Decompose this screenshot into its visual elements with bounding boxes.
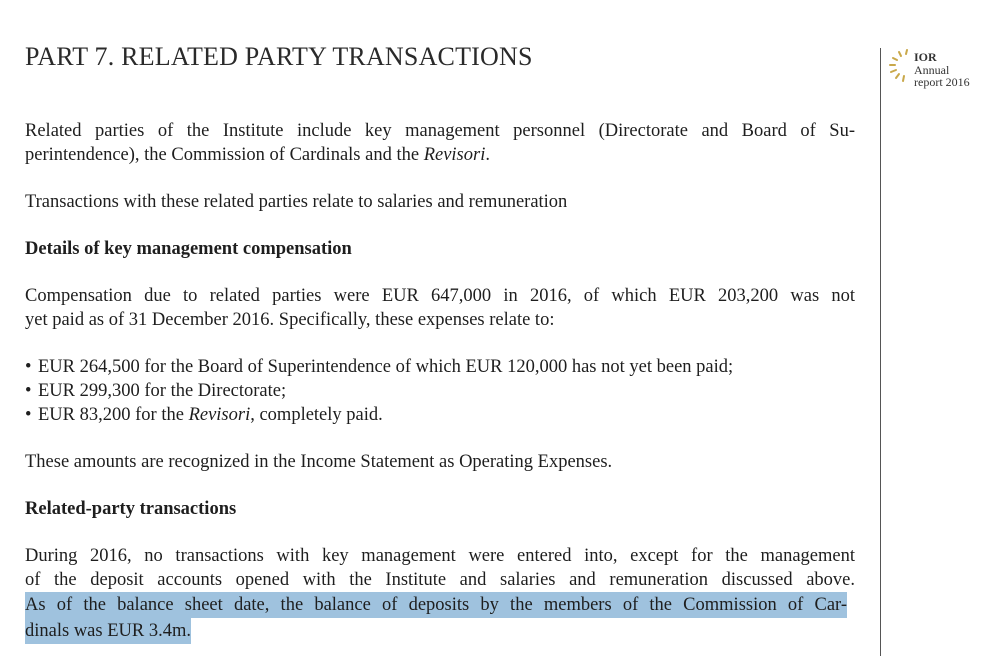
highlighted-text-line-1[interactable]: As of the balance sheet date, the balance of deposits by the members of the Commission of Car- <box>25 592 847 618</box>
expense-list <box>25 355 855 427</box>
revisori-term: Revisori <box>423 145 486 165</box>
during-paragraph <box>25 544 855 644</box>
recognized-paragraph: These amounts are recognized in the Income Statement as Operating Expenses. <box>25 452 613 472</box>
side-rule <box>880 48 881 656</box>
page-title: PART 7. RELATED PARTY TRANSACTIONS <box>25 42 533 71</box>
list-item: • EUR 299,300 for the Directorate; <box>25 379 855 403</box>
transactions-paragraph: Transactions with these related parties relate to salaries and remuneration <box>25 192 568 212</box>
heading-related-party: Related-party transactions <box>25 499 237 519</box>
heading-compensation: Details of key management compensation <box>25 239 352 259</box>
intro-line-2a: perintendence), the Commission of Cardinals and the <box>25 145 424 165</box>
logo-line-report: report 2016 <box>914 75 970 89</box>
revisori-term: Revisori <box>188 405 251 425</box>
highlighted-text-line-2[interactable]: dinals was EUR 3.4m. <box>25 618 191 644</box>
intro-paragraph <box>25 119 855 167</box>
logo-brand: IOR <box>914 50 937 64</box>
during-line-2: of the deposit accounts opened with the Institute and salaries and remuneration discussed above. <box>25 570 855 590</box>
logo-line-annual: Annual <box>914 62 950 77</box>
list-item: • EUR 264,500 for the Board of Superintendence of which EUR 120,000 has not yet been paid; <box>25 355 855 379</box>
document-body <box>25 119 855 644</box>
sunburst-logo-icon <box>886 48 916 90</box>
compensation-paragraph <box>25 284 855 332</box>
report-logo <box>914 51 970 89</box>
compensation-line-1: Compensation due to related parties were EUR 647,000 in 2016, of which EUR 203,200 was not <box>25 286 855 306</box>
compensation-line-2: yet paid as of 31 December 2016. Specifically, these expenses relate to: <box>25 310 555 330</box>
during-line-1: During 2016, no transactions with key management were entered into, except for the management <box>25 546 855 566</box>
list-item: • EUR 83,200 for the Revisori, completely paid. <box>25 403 855 427</box>
intro-line-2b: . <box>485 145 490 165</box>
intro-line-1: Related parties of the Institute include key management personnel (Directorate and Board of Su- <box>25 121 855 141</box>
